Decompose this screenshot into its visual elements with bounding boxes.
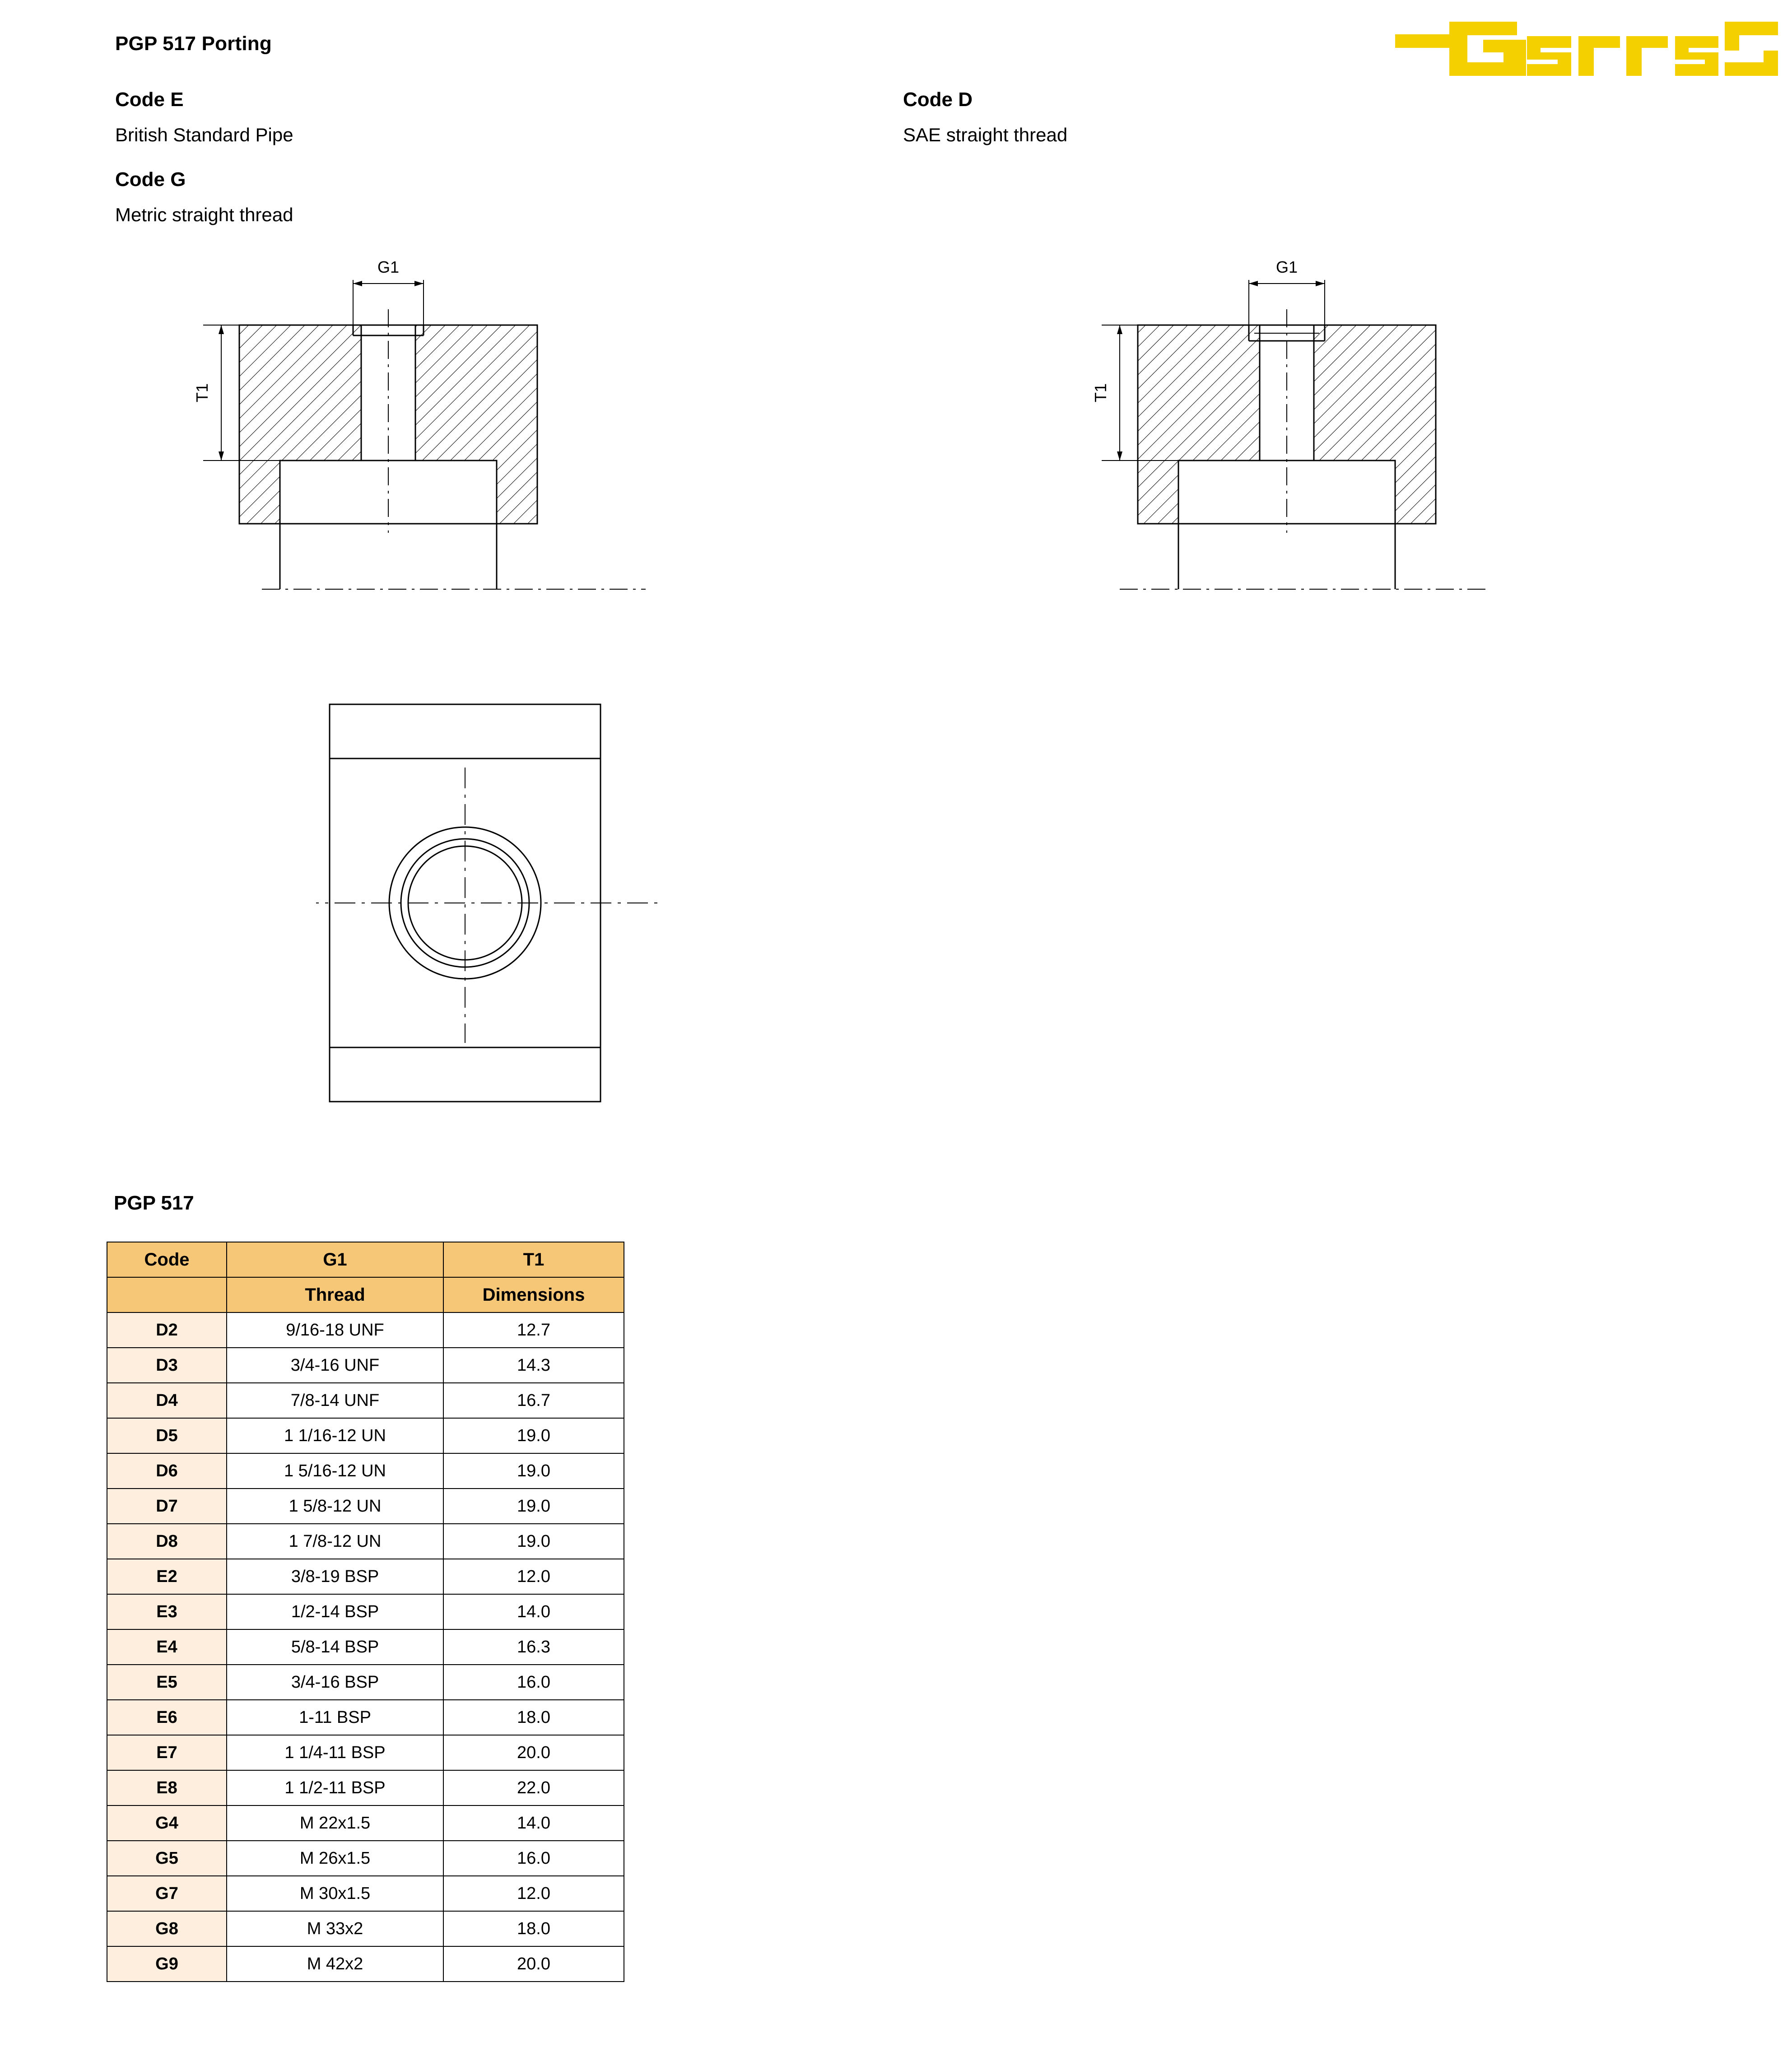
cell-dimension: 20.0 (443, 1946, 624, 1982)
cell-thread: 1 1/16-12 UN (227, 1418, 443, 1453)
table-subheader-row (107, 1277, 624, 1312)
table-row (107, 1453, 624, 1489)
cell-code: E8 (107, 1770, 227, 1805)
cell-thread: 3/8-19 BSP (227, 1559, 443, 1594)
subheader-code (107, 1277, 227, 1312)
cell-code: E3 (107, 1594, 227, 1629)
cell-thread: 1 1/4-11 BSP (227, 1735, 443, 1770)
code-d-heading: Code D (903, 88, 973, 111)
table-row (107, 1524, 624, 1559)
section-drawing-code-e-g (194, 253, 691, 607)
porting-dimensions-table (107, 1242, 624, 1982)
section-drawing-code-d (1007, 253, 1503, 607)
table-row (107, 1946, 624, 1982)
header-g1: G1 (227, 1242, 443, 1277)
cell-code: D7 (107, 1489, 227, 1524)
cell-dimension: 14.0 (443, 1805, 624, 1841)
cell-dimension: 19.0 (443, 1453, 624, 1489)
top-view-drawing (316, 686, 768, 1140)
dimension-label-g1-right: G1 (1275, 258, 1298, 276)
table-header-row (107, 1242, 624, 1277)
cell-code: D2 (107, 1312, 227, 1348)
cell-dimension: 16.7 (443, 1383, 624, 1418)
table-row (107, 1489, 624, 1524)
cell-dimension: 16.3 (443, 1629, 624, 1665)
subheader-dimensions: Dimensions (443, 1277, 624, 1312)
cell-code: D4 (107, 1383, 227, 1418)
cell-code: E5 (107, 1665, 227, 1700)
cell-code: G5 (107, 1841, 227, 1876)
cell-thread: 1-11 BSP (227, 1700, 443, 1735)
cell-thread: 1/2-14 BSP (227, 1594, 443, 1629)
subheader-thread: Thread (227, 1277, 443, 1312)
dimension-label-t1-right: T1 (1091, 383, 1110, 403)
table-row (107, 1841, 624, 1876)
cell-code: G8 (107, 1911, 227, 1946)
cell-thread: 7/8-14 UNF (227, 1383, 443, 1418)
header-code: Code (107, 1242, 227, 1277)
dimension-label-t1-left: T1 (194, 383, 211, 403)
table-title: PGP 517 (114, 1192, 194, 1214)
cell-dimension: 12.0 (443, 1876, 624, 1911)
table-row (107, 1312, 624, 1348)
cell-dimension: 16.0 (443, 1841, 624, 1876)
table-row (107, 1700, 624, 1735)
table-row (107, 1665, 624, 1700)
cell-code: E4 (107, 1629, 227, 1665)
cell-dimension: 18.0 (443, 1700, 624, 1735)
cell-code: E7 (107, 1735, 227, 1770)
cell-code: G9 (107, 1946, 227, 1982)
table-row (107, 1770, 624, 1805)
brand-logo (1395, 13, 1779, 85)
cell-thread: 3/4-16 BSP (227, 1665, 443, 1700)
cell-thread: 5/8-14 BSP (227, 1629, 443, 1665)
cell-dimension: 19.0 (443, 1418, 624, 1453)
cell-thread: M 33x2 (227, 1911, 443, 1946)
cell-code: G7 (107, 1876, 227, 1911)
cell-dimension: 16.0 (443, 1665, 624, 1700)
cell-code: G4 (107, 1805, 227, 1841)
cell-thread: M 22x1.5 (227, 1805, 443, 1841)
cell-thread: M 42x2 (227, 1946, 443, 1982)
cell-dimension: 22.0 (443, 1770, 624, 1805)
code-e-heading: Code E (115, 88, 184, 111)
cell-dimension: 14.0 (443, 1594, 624, 1629)
code-g-heading: Code G (115, 168, 186, 191)
cell-dimension: 20.0 (443, 1735, 624, 1770)
page-title: PGP 517 Porting (115, 33, 272, 55)
table-row (107, 1383, 624, 1418)
table-row (107, 1418, 624, 1453)
cell-code: D3 (107, 1348, 227, 1383)
cell-dimension: 18.0 (443, 1911, 624, 1946)
header-t1: T1 (443, 1242, 624, 1277)
table-row (107, 1348, 624, 1383)
cell-dimension: 19.0 (443, 1524, 624, 1559)
cell-code: D8 (107, 1524, 227, 1559)
cell-thread: 1 5/16-12 UN (227, 1453, 443, 1489)
cell-thread: 1 7/8-12 UN (227, 1524, 443, 1559)
table-row (107, 1594, 624, 1629)
cell-dimension: 12.0 (443, 1559, 624, 1594)
cell-thread: 9/16-18 UNF (227, 1312, 443, 1348)
cell-dimension: 14.3 (443, 1348, 624, 1383)
table-row (107, 1911, 624, 1946)
cell-dimension: 12.7 (443, 1312, 624, 1348)
code-e-subtitle: British Standard Pipe (115, 124, 293, 145)
cell-thread: 1 5/8-12 UN (227, 1489, 443, 1524)
dimension-label-g1-left: G1 (377, 258, 400, 276)
cell-code: E6 (107, 1700, 227, 1735)
cell-code: D6 (107, 1453, 227, 1489)
table-row (107, 1629, 624, 1665)
table-row (107, 1805, 624, 1841)
code-d-subtitle: SAE straight thread (903, 124, 1068, 145)
table-row (107, 1876, 624, 1911)
table-row (107, 1559, 624, 1594)
cell-thread: M 26x1.5 (227, 1841, 443, 1876)
cell-code: E2 (107, 1559, 227, 1594)
cell-thread: M 30x1.5 (227, 1876, 443, 1911)
cell-thread: 1 1/2-11 BSP (227, 1770, 443, 1805)
table-row (107, 1735, 624, 1770)
code-g-subtitle: Metric straight thread (115, 204, 293, 225)
cell-code: D5 (107, 1418, 227, 1453)
cell-thread: 3/4-16 UNF (227, 1348, 443, 1383)
cell-dimension: 19.0 (443, 1489, 624, 1524)
